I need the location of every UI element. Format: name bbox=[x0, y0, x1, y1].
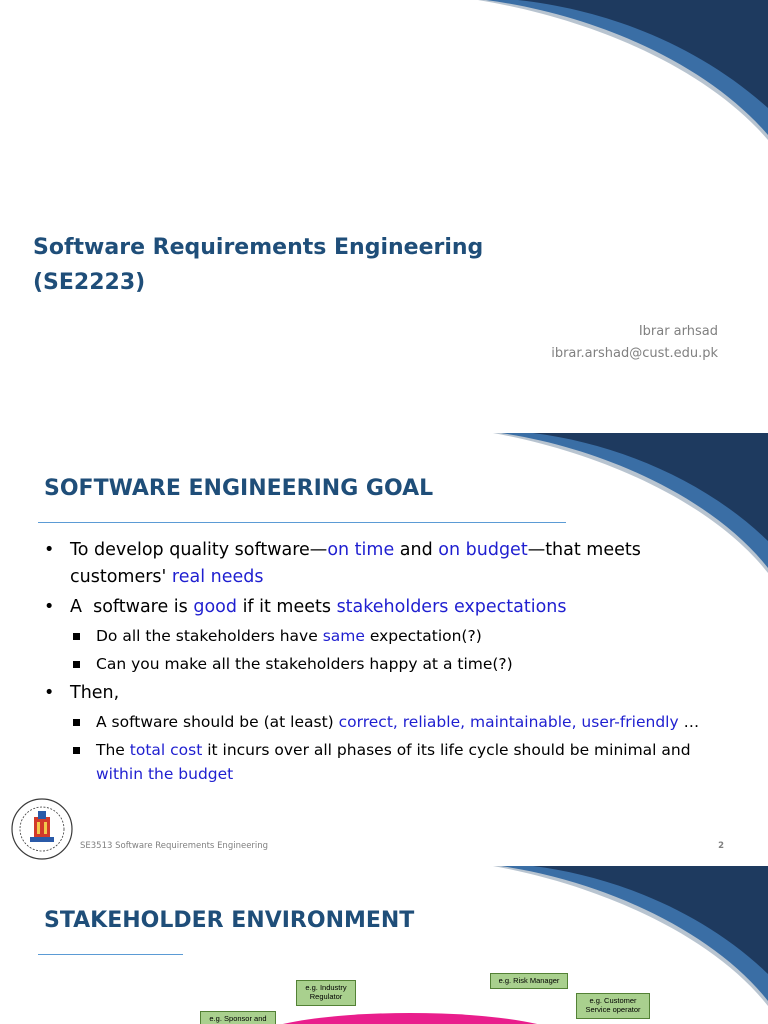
highlight-text: same bbox=[322, 627, 365, 645]
square-bullet-icon bbox=[73, 661, 80, 668]
bullet-list bbox=[44, 537, 734, 790]
heading-underline bbox=[38, 522, 566, 523]
highlight-text: correct, reliable, maintainable, user-friendly bbox=[338, 713, 679, 731]
bullet-item bbox=[44, 680, 734, 707]
author-block bbox=[551, 321, 718, 365]
stakeholder-box: e.g. Risk Manager bbox=[490, 973, 568, 989]
university-logo-icon bbox=[10, 797, 74, 861]
stakeholder-box: e.g. Customer Service operator bbox=[576, 993, 650, 1019]
slide-heading: SOFTWARE ENGINEERING GOAL bbox=[44, 476, 434, 501]
title-line-1: Software Requirements Engineering bbox=[33, 235, 484, 260]
goal-slide bbox=[0, 433, 768, 865]
presentation-title bbox=[33, 230, 483, 300]
slide-footer: SE3513 Software Requirements Engineering bbox=[80, 841, 269, 851]
highlight-text: stakeholders expectations bbox=[336, 597, 567, 617]
highlight-text: on time bbox=[327, 540, 395, 560]
bullet-item bbox=[44, 594, 734, 621]
bullet-text: —that meets customers' bbox=[70, 540, 641, 587]
corner-decoration bbox=[478, 0, 768, 140]
highlight-text: within the budget bbox=[96, 765, 234, 783]
bullet-dot: • bbox=[44, 597, 55, 617]
sub-bullet-item bbox=[44, 738, 734, 786]
bullet-text: Then, bbox=[70, 683, 120, 703]
stakeholder-box: e.g. Industry Regulator bbox=[296, 980, 356, 1006]
highlight-text: good bbox=[193, 597, 237, 617]
title-line-2: (SE2223) bbox=[33, 270, 146, 295]
bullet-text: expectation(?) bbox=[364, 627, 482, 645]
bullet-dot: • bbox=[44, 540, 55, 560]
square-bullet-icon bbox=[73, 747, 80, 754]
highlight-text: total cost bbox=[129, 741, 203, 759]
author-name: Ibrar arhsad bbox=[638, 324, 718, 339]
bullet-text: A software should be (at least) bbox=[96, 713, 339, 731]
heading-underline bbox=[38, 954, 183, 955]
stakeholder-slide bbox=[0, 866, 768, 1024]
highlight-text: on budget bbox=[438, 540, 528, 560]
slide-heading: STAKEHOLDER ENVIRONMENT bbox=[44, 908, 415, 933]
sub-bullet-item bbox=[44, 624, 734, 648]
bullet-text: To develop quality software— bbox=[70, 540, 328, 560]
bullet-text: The bbox=[96, 741, 130, 759]
stakeholder-box: e.g. Sponsor and bbox=[200, 1011, 276, 1024]
bullet-text: and bbox=[394, 540, 439, 560]
bullet-text: Do all the stakeholders have bbox=[96, 627, 323, 645]
sub-bullet-item bbox=[44, 710, 734, 734]
square-bullet-icon bbox=[73, 719, 80, 726]
bullet-item bbox=[44, 537, 734, 591]
bullet-text: if it meets bbox=[237, 597, 337, 617]
square-bullet-icon bbox=[73, 633, 80, 640]
page-number: 2 bbox=[718, 841, 724, 851]
author-email: ibrar.arshad@cust.edu.pk bbox=[551, 346, 718, 361]
bullet-text: … bbox=[678, 713, 700, 731]
title-slide bbox=[0, 0, 768, 432]
highlight-text: real needs bbox=[171, 567, 264, 587]
bullet-dot: • bbox=[44, 683, 55, 703]
bullet-text: Can you make all the stakeholders happy at a time(?) bbox=[96, 655, 513, 673]
bullet-text: A software is bbox=[70, 597, 194, 617]
sub-bullet-item bbox=[44, 652, 734, 676]
bullet-text: it incurs over all phases of its life cycle should be minimal and bbox=[202, 741, 691, 759]
